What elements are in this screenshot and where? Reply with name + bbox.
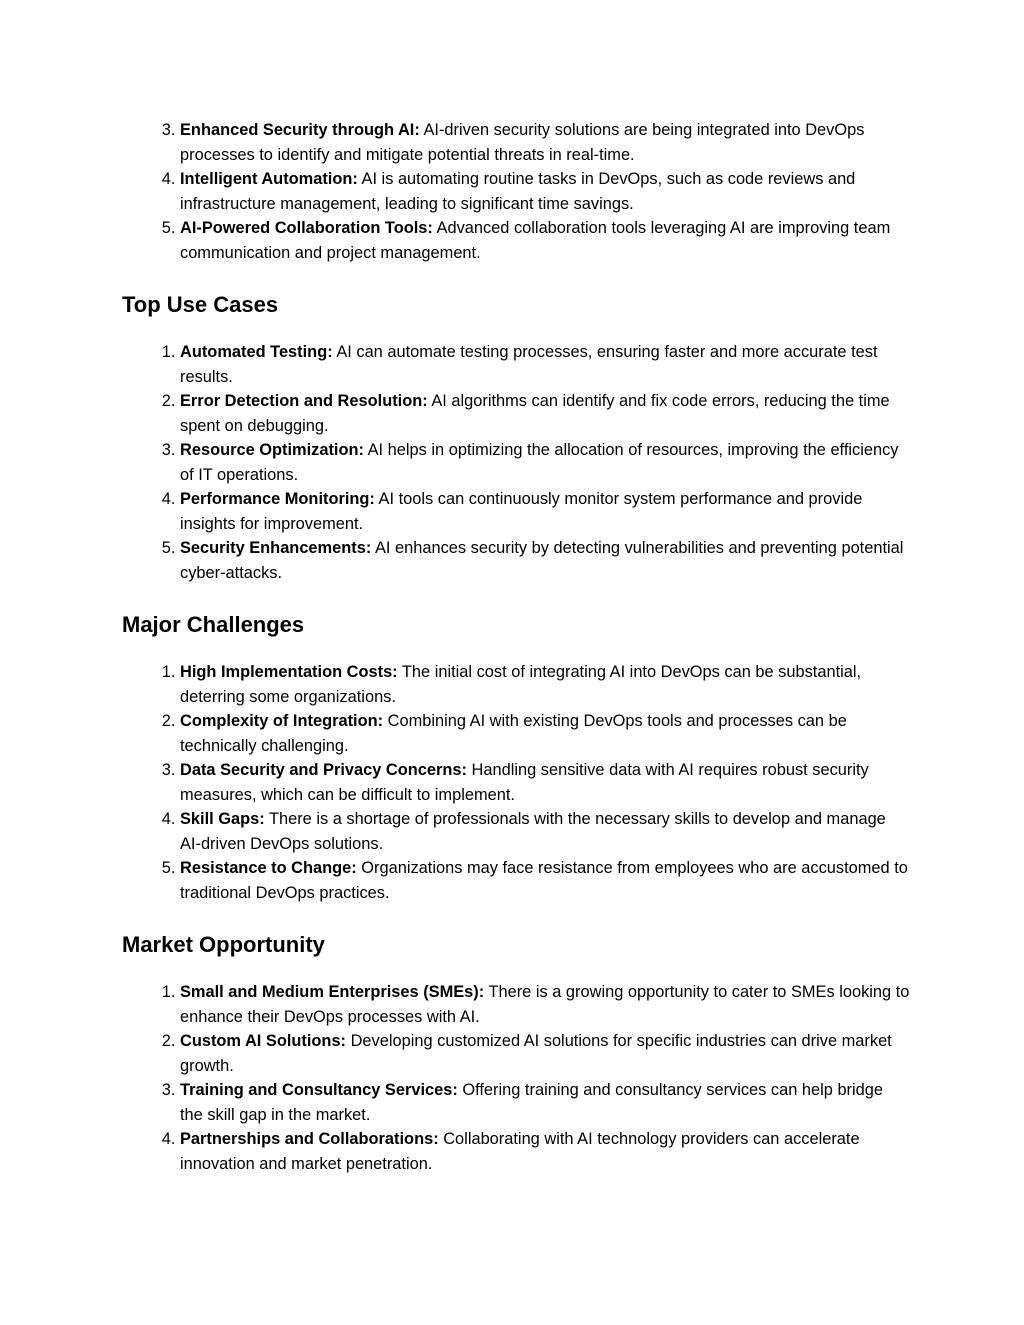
list-item-term: Partnerships and Collaborations: (180, 1130, 439, 1148)
list-item-term: Automated Testing: (180, 343, 333, 361)
list-item-description: AI enhances security by detecting vulnerabilities and preventing potential cyber-attacks. (180, 539, 904, 582)
list-item (180, 167, 910, 216)
list-item-description: Offering training and consultancy services can help bridge the skill gap in the market. (180, 1081, 884, 1124)
list-item-description: AI algorithms can identify and fix code errors, reducing the time spent on debugging. (180, 392, 890, 435)
market-opportunity-list (122, 980, 910, 1176)
section-heading-market-opportunity: Market Opportunity (122, 932, 325, 957)
list-item-term: AI-Powered Collaboration Tools: (180, 219, 433, 237)
list-item-term: Resource Optimization: (180, 441, 364, 459)
major-challenges-list (122, 660, 910, 905)
list-item-description: Combining AI with existing DevOps tools and processes can be technically challenging. (180, 712, 847, 755)
list-item-term: Custom AI Solutions: (180, 1032, 347, 1050)
list-item (180, 758, 910, 807)
section-heading-major-challenges: Major Challenges (122, 612, 305, 637)
section-heading-top-use-cases: Top Use Cases (122, 292, 279, 317)
list-item (180, 856, 910, 905)
list-item-description: AI helps in optimizing the allocation of resources, improving the efficiency of IT operations. (180, 441, 899, 484)
list-item (180, 980, 910, 1029)
list-item (180, 118, 910, 167)
list-item (180, 1078, 910, 1127)
list-item-description: Collaborating with AI technology providers can accelerate innovation and market penetration. (180, 1130, 860, 1173)
list-item-term: Security Enhancements: (180, 539, 372, 557)
list-item (180, 536, 910, 585)
list-item-description: Developing customized AI solutions for specific industries can drive market growth. (180, 1032, 892, 1075)
list-item-description: There is a shortage of professionals with the necessary skills to develop and manage AI-driven DevOps solutions. (180, 810, 886, 853)
list-item-description: AI tools can continuously monitor system performance and provide insights for improvement. (180, 490, 863, 533)
list-item (180, 340, 910, 389)
list-item-term: Intelligent Automation: (180, 170, 358, 188)
list-item (180, 660, 910, 709)
list-item-term: Enhanced Security through AI: (180, 121, 420, 139)
list-item-term: Resistance to Change: (180, 859, 357, 877)
list-item-term: Small and Medium Enterprises (SMEs): (180, 983, 485, 1001)
list-item (180, 807, 910, 856)
list-item-description: AI-driven security solutions are being integrated into DevOps processes to identify and mitigate potential threats in real-time. (180, 121, 865, 164)
list-item-description: There is a growing opportunity to cater to SMEs looking to enhance their DevOps processes with AI. (180, 983, 910, 1026)
list-item-description: Handling sensitive data with AI requires robust security measures, which can be difficult to implement. (180, 761, 869, 804)
list-item-term: High Implementation Costs: (180, 663, 398, 681)
list-item-term: Complexity of Integration: (180, 712, 384, 730)
list-item (180, 389, 910, 438)
list-item-description: AI is automating routine tasks in DevOps, such as code reviews and infrastructure management, leading to significant time savings. (180, 170, 856, 213)
list-item (180, 438, 910, 487)
list-item-term: Performance Monitoring: (180, 490, 375, 508)
list-item (180, 216, 910, 265)
list-item (180, 1127, 910, 1176)
intro-numbered-list (122, 118, 910, 265)
list-item (180, 1029, 910, 1078)
list-item-description: Advanced collaboration tools leveraging AI are improving team communication and project management. (180, 219, 891, 262)
list-item-description: Organizations may face resistance from employees who are accustomed to traditional DevOps practices. (180, 859, 908, 902)
list-item-term: Error Detection and Resolution: (180, 392, 428, 410)
list-item-term: Skill Gaps: (180, 810, 265, 828)
list-item-description: The initial cost of integrating AI into DevOps can be substantial, deterring some organizations. (180, 663, 862, 706)
list-item-description: AI can automate testing processes, ensuring faster and more accurate test results. (180, 343, 878, 386)
list-item (180, 487, 910, 536)
list-item-term: Data Security and Privacy Concerns: (180, 761, 467, 779)
top-use-cases-list (122, 340, 910, 585)
list-item (180, 709, 910, 758)
list-item-term: Training and Consultancy Services: (180, 1081, 458, 1099)
